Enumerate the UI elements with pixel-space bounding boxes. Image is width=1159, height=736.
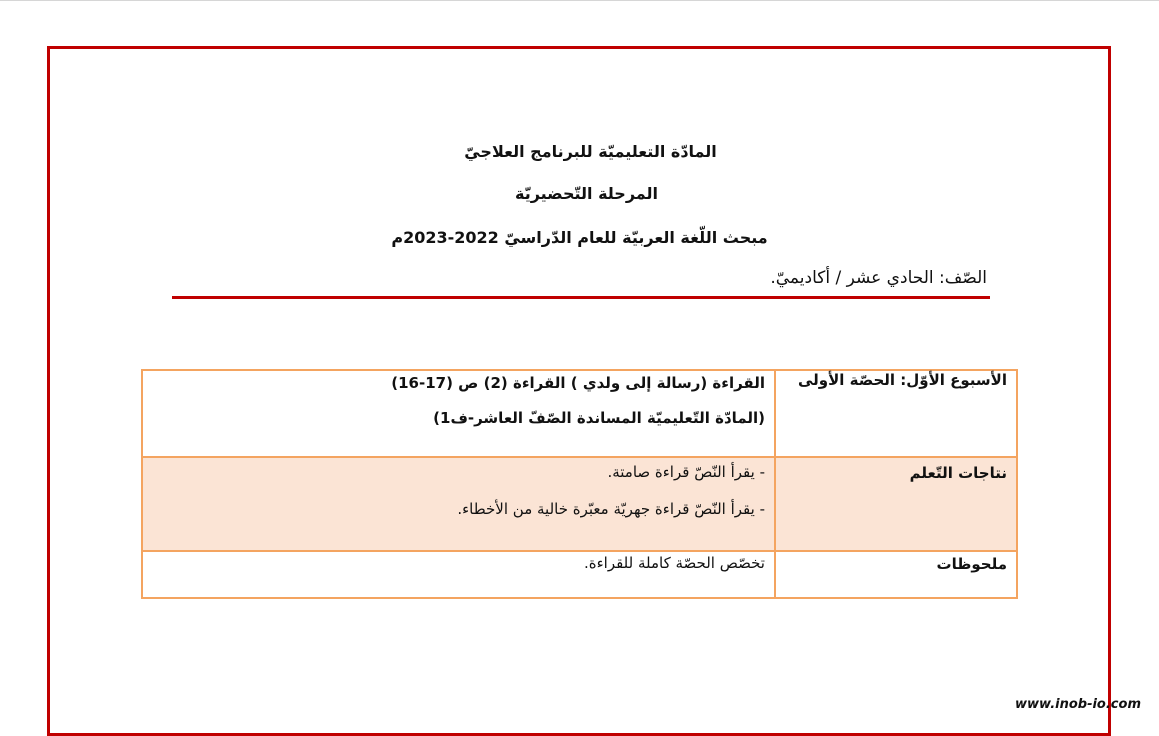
- watermark: www.inob-io.com: [1015, 697, 1141, 712]
- table-row: [142, 457, 1017, 551]
- support-material: (المادّة التّعليميّة المساندة الصّفّ العاشر-ف1): [433, 409, 765, 427]
- reading-title: القراءة (رسالة إلى ولدي ) القراءة (2) ص (17-16): [391, 374, 765, 392]
- class-line: الصّف: الحادي عشر / أكاديميّ.: [770, 268, 987, 288]
- outcomes-cell: [142, 457, 775, 551]
- table-row: [142, 370, 1017, 457]
- notes-text: تخصّص الحصّة كاملة للقراءة.: [583, 554, 765, 572]
- outcome-item: - يقرأ النّصّ قراءة جهريّة معبّرة خالية من الأخطاء.: [457, 500, 765, 518]
- notes-cell: [142, 551, 775, 598]
- document-subtitle: المرحلة التّحضيريّة: [514, 184, 659, 203]
- table-row: [142, 551, 1017, 598]
- week-lesson-label: الأسبوع الأوّل: الحصّة الأولى: [775, 370, 1017, 457]
- document-title: المادّة التعليميّة للبرنامج العلاجيّ: [464, 142, 717, 161]
- notes-label: ملحوظات: [775, 551, 1017, 598]
- subject-year-line: مبحث اللّغة العربيّة للعام الدّراسيّ 2022-2023م: [391, 228, 768, 247]
- lesson-table: [141, 369, 1018, 599]
- outcome-item: - يقرأ النّصّ قراءة صامتة.: [607, 463, 765, 481]
- outcomes-label: نتاجات التّعلم: [775, 457, 1017, 551]
- top-rule: [0, 0, 1159, 1]
- lesson-content-cell: [142, 370, 775, 457]
- red-divider: [172, 296, 990, 299]
